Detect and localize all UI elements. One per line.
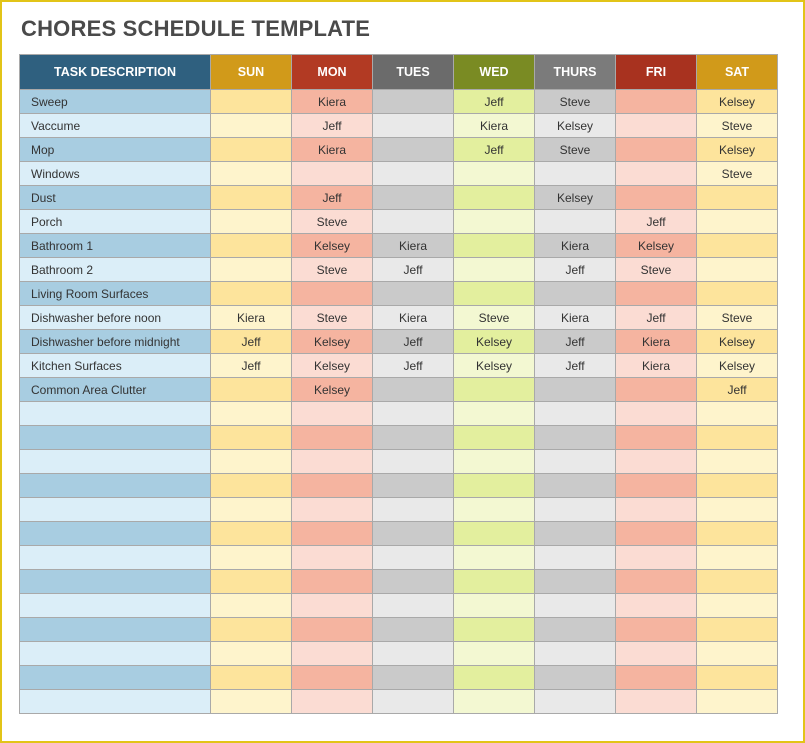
assignee-cell-tues[interactable] bbox=[373, 594, 454, 618]
assignee-cell-thurs[interactable] bbox=[535, 402, 616, 426]
table-row bbox=[20, 474, 778, 498]
assignee-cell-sun[interactable] bbox=[211, 378, 292, 402]
assignee-cell-tues[interactable] bbox=[373, 162, 454, 186]
assignee-cell-tues[interactable]: Jeff bbox=[373, 354, 454, 378]
schedule-body bbox=[20, 90, 778, 714]
assignee-cell-wed[interactable]: Kiera bbox=[454, 114, 535, 138]
assignee-cell-fri[interactable]: Jeff bbox=[616, 210, 697, 234]
table-row bbox=[20, 402, 778, 426]
task-description-cell[interactable]: Bathroom 1 bbox=[20, 234, 211, 258]
assignee-cell-sat[interactable] bbox=[697, 234, 778, 258]
assignee-cell-wed[interactable] bbox=[454, 546, 535, 570]
assignee-cell-mon[interactable]: Kiera bbox=[292, 138, 373, 162]
assignee-cell-sun[interactable] bbox=[211, 114, 292, 138]
table-row bbox=[20, 90, 778, 114]
header-sun: SUN bbox=[211, 55, 292, 90]
header-fri: FRI bbox=[616, 55, 697, 90]
task-description-cell[interactable] bbox=[20, 522, 211, 546]
task-description-cell[interactable]: Porch bbox=[20, 210, 211, 234]
assignee-cell-sat[interactable] bbox=[697, 690, 778, 714]
assignee-cell-thurs[interactable] bbox=[535, 426, 616, 450]
assignee-cell-sat[interactable]: Kelsey bbox=[697, 138, 778, 162]
assignee-cell-sun[interactable]: Jeff bbox=[211, 354, 292, 378]
assignee-cell-sun[interactable] bbox=[211, 402, 292, 426]
assignee-cell-thurs[interactable] bbox=[535, 666, 616, 690]
page-title: CHORES SCHEDULE TEMPLATE bbox=[21, 16, 371, 41]
assignee-cell-thurs[interactable] bbox=[535, 378, 616, 402]
assignee-cell-sun[interactable] bbox=[211, 426, 292, 450]
assignee-cell-tues[interactable] bbox=[373, 282, 454, 306]
assignee-cell-tues[interactable] bbox=[373, 450, 454, 474]
assignee-cell-fri[interactable] bbox=[616, 690, 697, 714]
assignee-cell-wed[interactable] bbox=[454, 594, 535, 618]
task-description-cell[interactable] bbox=[20, 690, 211, 714]
table-row bbox=[20, 234, 778, 258]
table-row bbox=[20, 570, 778, 594]
assignee-cell-fri[interactable] bbox=[616, 378, 697, 402]
assignee-cell-mon[interactable] bbox=[292, 594, 373, 618]
header-wed: WED bbox=[454, 55, 535, 90]
assignee-cell-fri[interactable] bbox=[616, 114, 697, 138]
assignee-cell-mon[interactable] bbox=[292, 450, 373, 474]
assignee-cell-sat[interactable]: Kelsey bbox=[697, 90, 778, 114]
assignee-cell-tues[interactable] bbox=[373, 474, 454, 498]
assignee-cell-tues[interactable] bbox=[373, 114, 454, 138]
assignee-cell-wed[interactable] bbox=[454, 690, 535, 714]
table-row bbox=[20, 690, 778, 714]
assignee-cell-thurs[interactable]: Kelsey bbox=[535, 114, 616, 138]
assignee-cell-sun[interactable] bbox=[211, 90, 292, 114]
assignee-cell-sun[interactable] bbox=[211, 570, 292, 594]
table-row bbox=[20, 210, 778, 234]
assignee-cell-wed[interactable] bbox=[454, 282, 535, 306]
assignee-cell-thurs[interactable] bbox=[535, 162, 616, 186]
assignee-cell-fri[interactable]: Kiera bbox=[616, 330, 697, 354]
assignee-cell-fri[interactable] bbox=[616, 282, 697, 306]
table-row bbox=[20, 162, 778, 186]
table-row bbox=[20, 282, 778, 306]
assignee-cell-sun[interactable] bbox=[211, 234, 292, 258]
assignee-cell-mon[interactable] bbox=[292, 498, 373, 522]
table-row bbox=[20, 114, 778, 138]
assignee-cell-fri[interactable] bbox=[616, 450, 697, 474]
assignee-cell-tues[interactable]: Kiera bbox=[373, 234, 454, 258]
assignee-cell-sat[interactable]: Steve bbox=[697, 114, 778, 138]
assignee-cell-fri[interactable] bbox=[616, 546, 697, 570]
assignee-cell-fri[interactable] bbox=[616, 618, 697, 642]
assignee-cell-thurs[interactable] bbox=[535, 546, 616, 570]
assignee-cell-mon[interactable]: Kelsey bbox=[292, 378, 373, 402]
assignee-cell-mon[interactable] bbox=[292, 162, 373, 186]
assignee-cell-thurs[interactable] bbox=[535, 690, 616, 714]
assignee-cell-tues[interactable] bbox=[373, 426, 454, 450]
assignee-cell-thurs[interactable] bbox=[535, 210, 616, 234]
table-row bbox=[20, 522, 778, 546]
assignee-cell-sat[interactable] bbox=[697, 546, 778, 570]
assignee-cell-wed[interactable]: Jeff bbox=[454, 90, 535, 114]
table-row bbox=[20, 378, 778, 402]
task-description-cell[interactable] bbox=[20, 666, 211, 690]
task-description-cell[interactable]: Mop bbox=[20, 138, 211, 162]
assignee-cell-sat[interactable] bbox=[697, 522, 778, 546]
assignee-cell-fri[interactable]: Jeff bbox=[616, 306, 697, 330]
header-mon: MON bbox=[292, 55, 373, 90]
assignee-cell-sat[interactable] bbox=[697, 666, 778, 690]
header-sat: SAT bbox=[697, 55, 778, 90]
table-row bbox=[20, 498, 778, 522]
assignee-cell-sun[interactable] bbox=[211, 498, 292, 522]
assignee-cell-mon[interactable] bbox=[292, 690, 373, 714]
assignee-cell-mon[interactable]: Steve bbox=[292, 258, 373, 282]
assignee-cell-thurs[interactable] bbox=[535, 450, 616, 474]
assignee-cell-fri[interactable]: Kelsey bbox=[616, 234, 697, 258]
task-description-cell[interactable] bbox=[20, 402, 211, 426]
assignee-cell-sun[interactable]: Kiera bbox=[211, 306, 292, 330]
task-description-cell[interactable]: Sweep bbox=[20, 90, 211, 114]
assignee-cell-wed[interactable] bbox=[454, 666, 535, 690]
assignee-cell-thurs[interactable]: Kiera bbox=[535, 234, 616, 258]
assignee-cell-mon[interactable]: Kelsey bbox=[292, 330, 373, 354]
table-row bbox=[20, 642, 778, 666]
assignee-cell-wed[interactable] bbox=[454, 618, 535, 642]
assignee-cell-sun[interactable] bbox=[211, 618, 292, 642]
task-description-cell[interactable]: Common Area Clutter bbox=[20, 378, 211, 402]
assignee-cell-sun[interactable] bbox=[211, 282, 292, 306]
assignee-cell-fri[interactable] bbox=[616, 402, 697, 426]
assignee-cell-sat[interactable]: Kelsey bbox=[697, 354, 778, 378]
assignee-cell-thurs[interactable]: Steve bbox=[535, 138, 616, 162]
assignee-cell-tues[interactable]: Jeff bbox=[373, 258, 454, 282]
task-description-cell[interactable]: Dishwasher before noon bbox=[20, 306, 211, 330]
assignee-cell-tues[interactable] bbox=[373, 138, 454, 162]
assignee-cell-tues[interactable] bbox=[373, 186, 454, 210]
assignee-cell-wed[interactable] bbox=[454, 210, 535, 234]
assignee-cell-sun[interactable] bbox=[211, 594, 292, 618]
assignee-cell-wed[interactable] bbox=[454, 498, 535, 522]
assignee-cell-sat[interactable] bbox=[697, 594, 778, 618]
assignee-cell-fri[interactable]: Steve bbox=[616, 258, 697, 282]
task-description-cell[interactable] bbox=[20, 594, 211, 618]
assignee-cell-mon[interactable] bbox=[292, 522, 373, 546]
assignee-cell-sun[interactable] bbox=[211, 258, 292, 282]
assignee-cell-sun[interactable] bbox=[211, 666, 292, 690]
assignee-cell-sun[interactable] bbox=[211, 138, 292, 162]
assignee-cell-fri[interactable] bbox=[616, 138, 697, 162]
task-description-cell[interactable]: Dust bbox=[20, 186, 211, 210]
table-row bbox=[20, 258, 778, 282]
assignee-cell-tues[interactable] bbox=[373, 522, 454, 546]
assignee-cell-tues[interactable] bbox=[373, 90, 454, 114]
assignee-cell-sat[interactable] bbox=[697, 642, 778, 666]
assignee-cell-wed[interactable] bbox=[454, 186, 535, 210]
table-row bbox=[20, 666, 778, 690]
assignee-cell-sat[interactable]: Steve bbox=[697, 306, 778, 330]
assignee-cell-tues[interactable] bbox=[373, 402, 454, 426]
assignee-cell-wed[interactable]: Kelsey bbox=[454, 354, 535, 378]
assignee-cell-sun[interactable]: Jeff bbox=[211, 330, 292, 354]
assignee-cell-sat[interactable]: Jeff bbox=[697, 378, 778, 402]
assignee-cell-wed[interactable]: Jeff bbox=[454, 138, 535, 162]
table-row bbox=[20, 138, 778, 162]
assignee-cell-sat[interactable] bbox=[697, 258, 778, 282]
table-row bbox=[20, 618, 778, 642]
assignee-cell-wed[interactable] bbox=[454, 474, 535, 498]
assignee-cell-mon[interactable]: Jeff bbox=[292, 114, 373, 138]
assignee-cell-wed[interactable] bbox=[454, 258, 535, 282]
assignee-cell-sun[interactable] bbox=[211, 642, 292, 666]
assignee-cell-thurs[interactable] bbox=[535, 594, 616, 618]
assignee-cell-tues[interactable] bbox=[373, 642, 454, 666]
assignee-cell-fri[interactable] bbox=[616, 186, 697, 210]
task-description-cell[interactable]: Vaccume bbox=[20, 114, 211, 138]
assignee-cell-wed[interactable] bbox=[454, 162, 535, 186]
assignee-cell-thurs[interactable]: Jeff bbox=[535, 354, 616, 378]
assignee-cell-wed[interactable] bbox=[454, 378, 535, 402]
table-row bbox=[20, 354, 778, 378]
assignee-cell-sat[interactable] bbox=[697, 186, 778, 210]
assignee-cell-thurs[interactable] bbox=[535, 522, 616, 546]
assignee-cell-wed[interactable] bbox=[454, 522, 535, 546]
assignee-cell-fri[interactable] bbox=[616, 90, 697, 114]
assignee-cell-mon[interactable]: Steve bbox=[292, 210, 373, 234]
task-description-cell[interactable] bbox=[20, 642, 211, 666]
assignee-cell-sun[interactable] bbox=[211, 522, 292, 546]
assignee-cell-mon[interactable] bbox=[292, 666, 373, 690]
assignee-cell-wed[interactable]: Kelsey bbox=[454, 330, 535, 354]
table-row bbox=[20, 546, 778, 570]
assignee-cell-tues[interactable] bbox=[373, 570, 454, 594]
task-description-cell[interactable] bbox=[20, 546, 211, 570]
task-description-cell[interactable] bbox=[20, 426, 211, 450]
assignee-cell-thurs[interactable]: Steve bbox=[535, 90, 616, 114]
assignee-cell-fri[interactable] bbox=[616, 522, 697, 546]
assignee-cell-tues[interactable] bbox=[373, 666, 454, 690]
assignee-cell-fri[interactable] bbox=[616, 162, 697, 186]
assignee-cell-tues[interactable] bbox=[373, 498, 454, 522]
assignee-cell-mon[interactable]: Kiera bbox=[292, 90, 373, 114]
task-description-cell[interactable] bbox=[20, 498, 211, 522]
assignee-cell-thurs[interactable] bbox=[535, 642, 616, 666]
assignee-cell-sat[interactable]: Steve bbox=[697, 162, 778, 186]
assignee-cell-fri[interactable] bbox=[616, 666, 697, 690]
task-description-cell[interactable]: Bathroom 2 bbox=[20, 258, 211, 282]
task-description-cell[interactable] bbox=[20, 570, 211, 594]
table-row bbox=[20, 186, 778, 210]
table-row bbox=[20, 450, 778, 474]
assignee-cell-wed[interactable] bbox=[454, 450, 535, 474]
header-task-description: TASK DESCRIPTION bbox=[20, 55, 211, 90]
assignee-cell-thurs[interactable]: Kelsey bbox=[535, 186, 616, 210]
assignee-cell-wed[interactable] bbox=[454, 402, 535, 426]
assignee-cell-sat[interactable] bbox=[697, 570, 778, 594]
assignee-cell-thurs[interactable]: Jeff bbox=[535, 258, 616, 282]
table-row bbox=[20, 594, 778, 618]
assignee-cell-wed[interactable]: Steve bbox=[454, 306, 535, 330]
assignee-cell-fri[interactable] bbox=[616, 594, 697, 618]
assignee-cell-mon[interactable] bbox=[292, 282, 373, 306]
task-description-cell[interactable]: Dishwasher before midnight bbox=[20, 330, 211, 354]
assignee-cell-sun[interactable] bbox=[211, 210, 292, 234]
task-description-cell[interactable]: Living Room Surfaces bbox=[20, 282, 211, 306]
table-row bbox=[20, 306, 778, 330]
assignee-cell-wed[interactable] bbox=[454, 642, 535, 666]
assignee-cell-fri[interactable] bbox=[616, 498, 697, 522]
assignee-cell-sun[interactable] bbox=[211, 450, 292, 474]
assignee-cell-mon[interactable]: Steve bbox=[292, 306, 373, 330]
assignee-cell-wed[interactable] bbox=[454, 426, 535, 450]
assignee-cell-mon[interactable] bbox=[292, 426, 373, 450]
assignee-cell-tues[interactable] bbox=[373, 618, 454, 642]
assignee-cell-sat[interactable] bbox=[697, 618, 778, 642]
assignee-cell-mon[interactable] bbox=[292, 642, 373, 666]
assignee-cell-thurs[interactable]: Jeff bbox=[535, 330, 616, 354]
assignee-cell-fri[interactable]: Kiera bbox=[616, 354, 697, 378]
assignee-cell-sat[interactable] bbox=[697, 450, 778, 474]
assignee-cell-wed[interactable] bbox=[454, 234, 535, 258]
table-row bbox=[20, 330, 778, 354]
assignee-cell-mon[interactable]: Jeff bbox=[292, 186, 373, 210]
assignee-cell-tues[interactable] bbox=[373, 546, 454, 570]
assignee-cell-mon[interactable] bbox=[292, 474, 373, 498]
assignee-cell-mon[interactable]: Kelsey bbox=[292, 354, 373, 378]
header-tues: TUES bbox=[373, 55, 454, 90]
assignee-cell-mon[interactable] bbox=[292, 402, 373, 426]
assignee-cell-thurs[interactable] bbox=[535, 474, 616, 498]
assignee-cell-thurs[interactable] bbox=[535, 282, 616, 306]
assignee-cell-sat[interactable] bbox=[697, 474, 778, 498]
assignee-cell-tues[interactable] bbox=[373, 210, 454, 234]
assignee-cell-mon[interactable] bbox=[292, 618, 373, 642]
assignee-cell-sat[interactable] bbox=[697, 282, 778, 306]
assignee-cell-thurs[interactable]: Kiera bbox=[535, 306, 616, 330]
header-row bbox=[20, 55, 778, 90]
task-description-cell[interactable]: Kitchen Surfaces bbox=[20, 354, 211, 378]
task-description-cell[interactable] bbox=[20, 450, 211, 474]
assignee-cell-sat[interactable]: Kelsey bbox=[697, 330, 778, 354]
assignee-cell-sat[interactable] bbox=[697, 210, 778, 234]
assignee-cell-sat[interactable] bbox=[697, 426, 778, 450]
assignee-cell-mon[interactable] bbox=[292, 570, 373, 594]
assignee-cell-mon[interactable] bbox=[292, 546, 373, 570]
assignee-cell-tues[interactable] bbox=[373, 378, 454, 402]
header-thurs: THURS bbox=[535, 55, 616, 90]
assignee-cell-thurs[interactable] bbox=[535, 570, 616, 594]
assignee-cell-tues[interactable] bbox=[373, 690, 454, 714]
assignee-cell-fri[interactable] bbox=[616, 426, 697, 450]
task-description-cell[interactable] bbox=[20, 474, 211, 498]
assignee-cell-thurs[interactable] bbox=[535, 618, 616, 642]
table-row bbox=[20, 426, 778, 450]
assignee-cell-tues[interactable]: Jeff bbox=[373, 330, 454, 354]
assignee-cell-fri[interactable] bbox=[616, 474, 697, 498]
task-description-cell[interactable]: Windows bbox=[20, 162, 211, 186]
assignee-cell-sat[interactable] bbox=[697, 402, 778, 426]
assignee-cell-fri[interactable] bbox=[616, 642, 697, 666]
assignee-cell-sun[interactable] bbox=[211, 690, 292, 714]
assignee-cell-sun[interactable] bbox=[211, 474, 292, 498]
assignee-cell-sun[interactable] bbox=[211, 186, 292, 210]
assignee-cell-thurs[interactable] bbox=[535, 498, 616, 522]
assignee-cell-wed[interactable] bbox=[454, 570, 535, 594]
assignee-cell-sun[interactable] bbox=[211, 546, 292, 570]
task-description-cell[interactable] bbox=[20, 618, 211, 642]
assignee-cell-tues[interactable]: Kiera bbox=[373, 306, 454, 330]
chores-schedule-table bbox=[19, 54, 778, 714]
assignee-cell-sun[interactable] bbox=[211, 162, 292, 186]
assignee-cell-fri[interactable] bbox=[616, 570, 697, 594]
assignee-cell-mon[interactable]: Kelsey bbox=[292, 234, 373, 258]
assignee-cell-sat[interactable] bbox=[697, 498, 778, 522]
